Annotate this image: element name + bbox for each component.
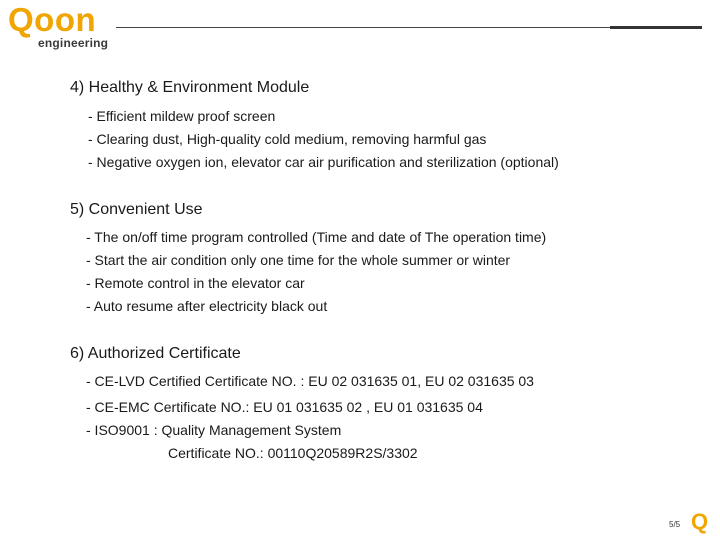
section-heading-convenient: 5) Convenient Use (70, 201, 203, 218)
list-item: - ISO9001 : Quality Management System (86, 422, 342, 438)
list-item: - CE-EMC Certificate NO.: EU 01 031635 02 , EU 01 031635 04 (86, 399, 483, 415)
list-item: - Clearing dust, High-quality cold medium, removing harmful gas (88, 131, 487, 147)
footer-logo-mark: Q (691, 509, 709, 534)
list-item: - Remote control in the elevator car (86, 275, 305, 291)
header-divider-accent (610, 26, 702, 29)
section-heading-healthy: 4) Healthy & Environment Module (70, 79, 310, 96)
list-item: Certificate NO.: 00110Q20589R2S/3302 (168, 445, 418, 461)
list-item: - Efficient mildew proof screen (88, 108, 276, 124)
section-heading-certificate: 6) Authorized Certificate (70, 345, 241, 362)
page-number: 5/5 (669, 520, 681, 529)
list-item: - Negative oxygen ion, elevator car air purification and sterilization (optional) (88, 154, 559, 170)
list-item: - Start the air condition only one time for the whole summer or winter (86, 252, 511, 268)
logo-wordmark: Qoon (8, 1, 97, 38)
list-item: - The on/off time program controlled (Time and date of The operation time) (86, 229, 547, 245)
logo-tagline: engineering (38, 36, 109, 50)
list-item: - CE-LVD Certified Certificate NO. : EU 02 031635 01, EU 02 031635 03 (86, 373, 534, 389)
company-logo (8, 1, 118, 50)
list-item: - Auto resume after electricity black out (86, 298, 328, 314)
